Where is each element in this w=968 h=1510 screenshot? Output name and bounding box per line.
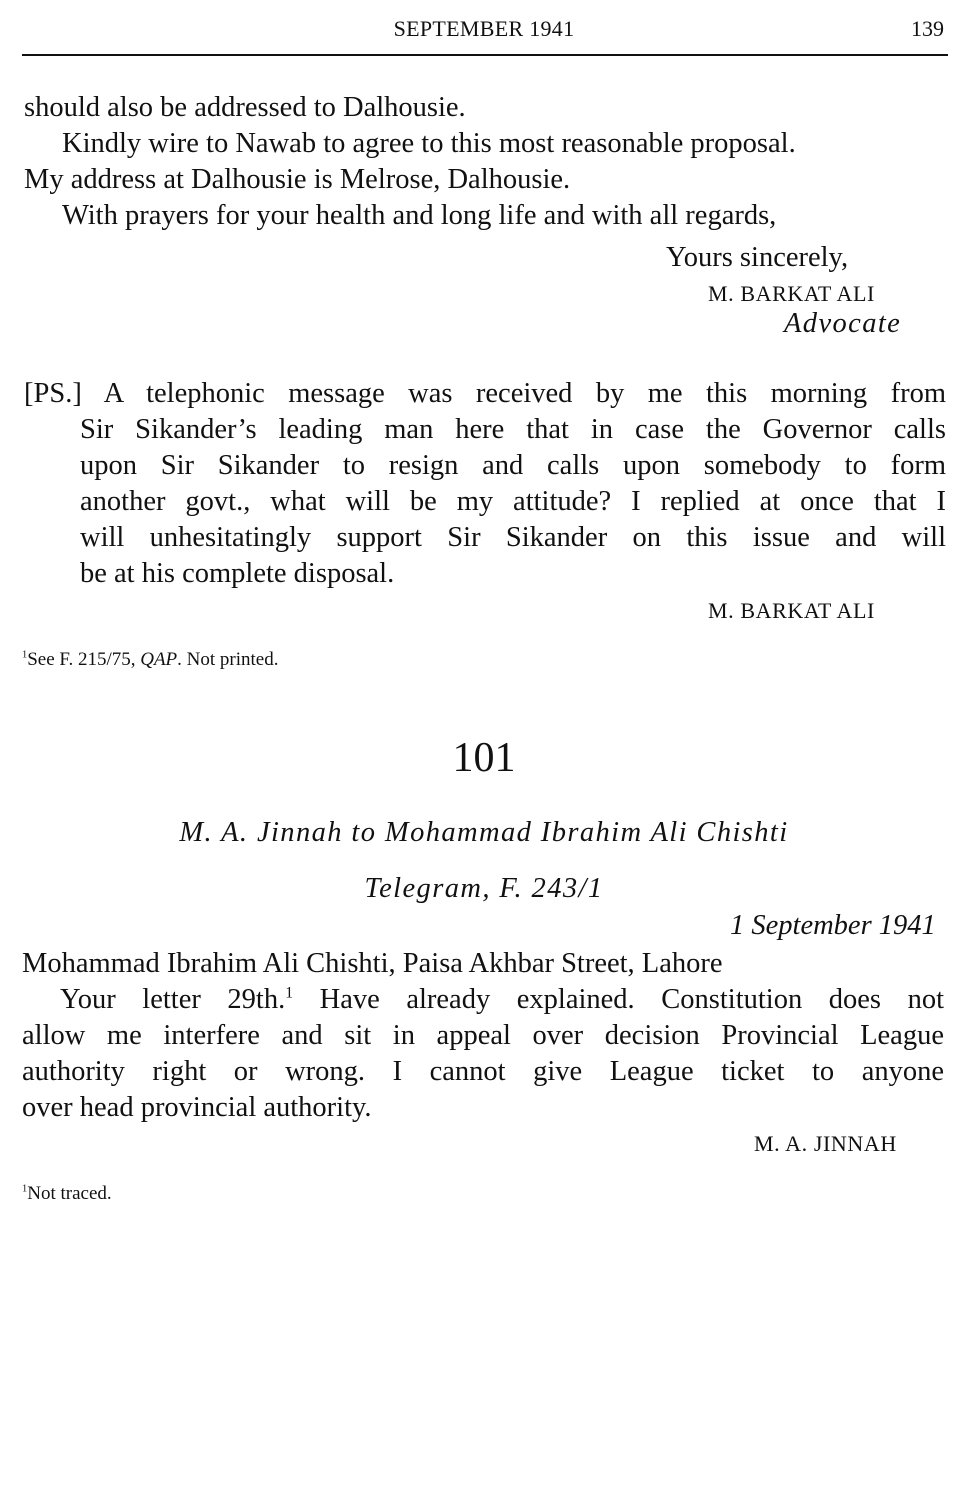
footnote-marker: 1: [22, 1183, 28, 1195]
document-date: 1 September 1941: [730, 910, 936, 941]
addressee: Mohammad Ibrahim Ali Chishti, Paisa Akhbar Street, Lahore: [22, 948, 723, 979]
footnote-marker: 1: [22, 649, 28, 661]
body-line: Kindly wire to Nawab to agree to this most reasonable proposal.: [62, 128, 796, 159]
signature: M. BARKAT ALI: [708, 281, 875, 306]
telegram-line: allow me interfere and sit in appeal over decision Provincial League: [22, 1020, 944, 1051]
body-line: should also be addressed to Dalhousie.: [24, 92, 466, 123]
page-number: 139: [911, 16, 944, 41]
ps-line: [PS.] A telephonic message was received by me this morning from: [24, 378, 946, 409]
ps-line: another govt., what will be my attitude? I replied at once that I: [80, 486, 946, 517]
document-subheading: Telegram, F. 243/1: [364, 873, 604, 904]
footnote-marker: 1: [285, 984, 294, 1002]
telegram-line: authority right or wrong. I cannot give League ticket to anyone: [22, 1056, 944, 1087]
document-number: 101: [452, 735, 516, 781]
footnote: $^1$Not traced.: [22, 1183, 112, 1204]
running-title: SEPTEMBER 1941: [393, 16, 575, 41]
body-line: With prayers for your health and long life and with all regards,: [62, 200, 777, 231]
telegram-line: Your letter 29th.$^1$ Have already explained. Constitution does not: [60, 984, 945, 1015]
running-head: [22, 12, 946, 46]
document-heading: M. A. Jinnah to Mohammad Ibrahim Ali Chishti: [179, 817, 789, 848]
header-rule: [22, 54, 948, 56]
ps-signature: M. BARKAT ALI: [708, 598, 875, 623]
footnote: $^1$See F. 215/75, QAP. Not printed.: [22, 649, 279, 670]
telegram-line: over head provincial authority.: [22, 1092, 372, 1123]
ps-line: be at his complete disposal.: [80, 558, 395, 589]
closing: Yours sincerely,: [666, 242, 849, 273]
designation: Advocate: [784, 308, 902, 339]
ps-line: upon Sir Sikander to resign and calls upon somebody to form: [80, 450, 946, 481]
body-line: My address at Dalhousie is Melrose, Dalhousie.: [24, 164, 571, 195]
ps-line: will unhesitatingly support Sir Sikander on this issue and will: [80, 522, 946, 553]
telegram-signature: M. A. JINNAH: [754, 1131, 897, 1156]
ps-line: Sir Sikander’s leading man here that in case the Governor calls: [80, 414, 946, 445]
